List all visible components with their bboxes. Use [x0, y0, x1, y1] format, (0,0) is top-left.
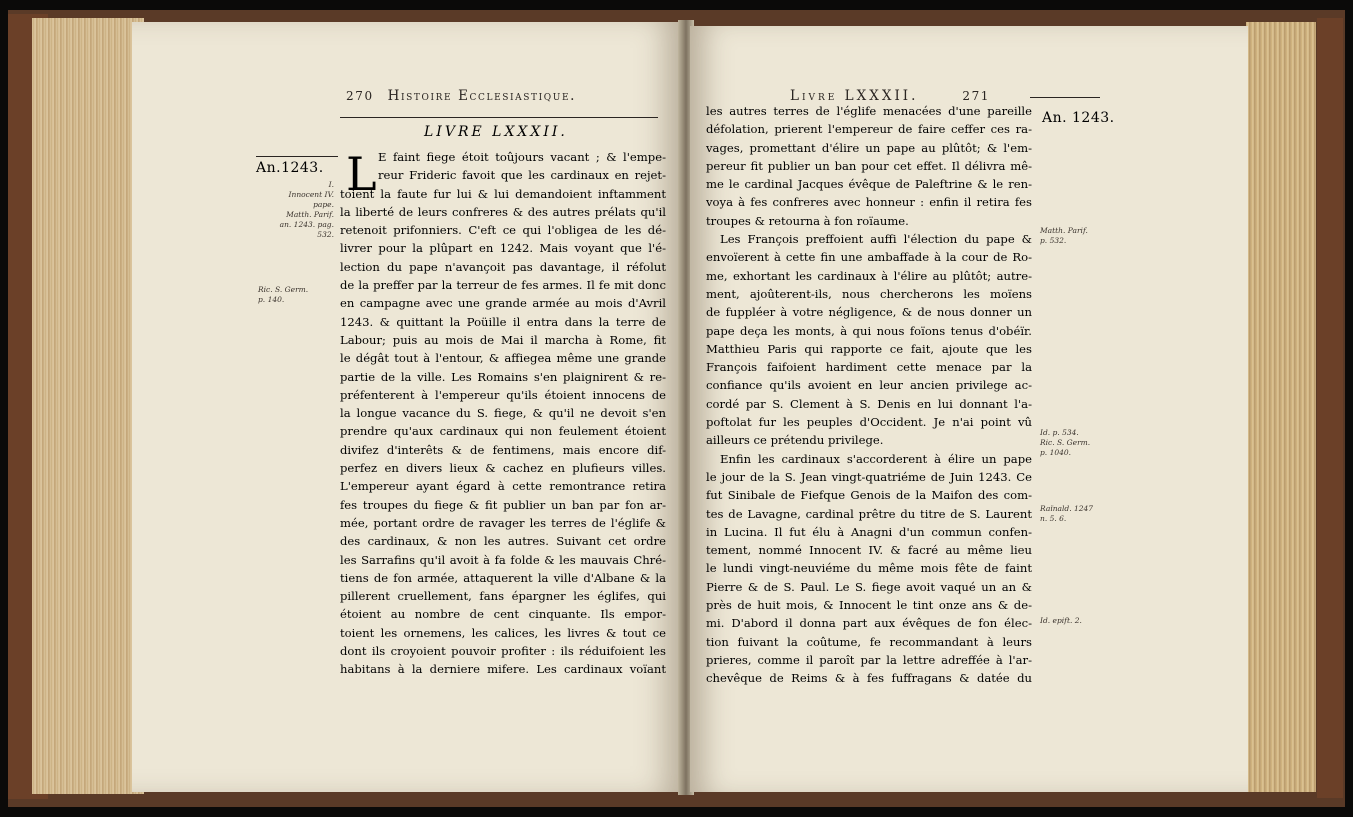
text-line: reur Frideric favoit que les cardinaux en rejet-	[378, 168, 666, 183]
text-line: tement, nommé Innocent IV. & facré au même lieu	[706, 543, 1032, 558]
text-line: lection du pape n'avançoit pas davantage, il réfolut	[340, 259, 666, 274]
margin-note-rainald	[1040, 504, 1112, 524]
text-line: fut Sinibale de Fiefque Genois de la Maifon des com-	[706, 488, 1032, 503]
text-line: des cardinaux, & non les autres. Suivant cet ordre	[340, 534, 666, 549]
text-line: fes troupes du fiege & fit publier un ban par fon ar-	[340, 497, 666, 512]
text-line: toient les ornemens, les calices, les livres & tout ce	[340, 625, 666, 640]
right-body-text	[706, 102, 1032, 688]
right-margin-year: An. 1243.	[1042, 110, 1115, 126]
drop-cap: L	[346, 147, 377, 201]
text-line: le lundi vingt-neuviéme du même mois fête de faint	[706, 561, 1032, 576]
margin-note-line: p. 532.	[1040, 236, 1067, 245]
text-line: tion fuivant la coûtume, fe recommandant à leurs	[706, 634, 1032, 649]
text-line: défolation, prierent l'empereur de faire ceffer ces ra-	[706, 122, 1032, 137]
margin-note-line: Innocent IV.	[288, 190, 334, 199]
text-line: les Sarrafins qu'il avoit à fa folde & les mauvais Chré-	[340, 552, 666, 567]
text-line: E faint fiege étoit toûjours vacant ; & l'empe-	[378, 150, 666, 164]
text-line: tes de Lavagne, cardinal prêtre du titre de S. Laurent	[706, 506, 1032, 521]
text-line: divifez d'interêts & de fentimens, mais encore dif-	[340, 442, 666, 457]
text-line: in Lucina. Il fut élu à Anagni d'un commun confen-	[706, 524, 1032, 539]
text-line: Labour; puis au mois de Mai il marcha à Rome, fit	[340, 332, 666, 347]
left-body-text	[340, 148, 666, 679]
margin-note-line: I.	[328, 180, 334, 189]
text-line: voya à fes confreres avec honneur : enfin il retira fes	[706, 195, 1032, 210]
margin-note-line: Raïnald. 1247	[1040, 504, 1094, 513]
margin-note-line: 532.	[317, 230, 334, 239]
margin-note-matth	[1040, 226, 1112, 246]
margin-note-line: Id. p. 534.	[1040, 428, 1079, 437]
text-line: Enfin les cardinaux s'accorderent à élire un pape	[720, 451, 1032, 466]
text-line: de la preffer par la terreur de fes armes. Il fe mit donc	[340, 278, 666, 293]
text-line: chevêque de Reims & à fes fuffragans & datée du	[706, 671, 1032, 686]
text-line: pape deça les monts, à qui nous foïons tenus d'obéïr.	[706, 323, 1032, 338]
text-line: préfenterent à l'empereur qu'ils étoient innocens de	[340, 387, 666, 402]
text-line: partie de la ville. Les Romains s'en plaignirent & re-	[340, 369, 666, 384]
text-line: vages, promettant d'élire un pape au plûtôt; & l'em-	[706, 140, 1032, 155]
right-page-number: 271	[962, 89, 991, 103]
margin-note-line: Matth. Parif.	[286, 210, 334, 219]
margin-note-line: pape.	[313, 200, 334, 209]
text-line: poftolat fur les peuples d'Occident. Je n'ai point vû	[706, 415, 1032, 430]
text-line: étoient au nombre de cent cinquante. Ils empor-	[340, 607, 666, 622]
text-line: pereur fit publier un ban pour cet effet. Il délivra mê-	[706, 158, 1032, 173]
margin-note-innocent	[258, 180, 334, 240]
left-page-number: 270	[346, 89, 374, 103]
book-title: LIVRE LXXXII.	[424, 124, 568, 140]
margin-note-line: p. 1040.	[1040, 448, 1072, 457]
text-line: perfez en divers lieux & cachez en plufieurs villes.	[340, 461, 666, 476]
text-line: près de huit mois, & Innocent le tint onze ans & de-	[706, 598, 1032, 613]
text-line: ment, ajoûterent-ils, nous chercherons les moïens	[706, 286, 1032, 301]
text-line: tiens de fon armée, attaquerent la ville d'Albane & la	[340, 570, 666, 585]
left-page-edges	[32, 18, 144, 794]
text-line: dont ils croyoient pouvoir profiter : ils réduifoient les	[340, 644, 666, 659]
text-line: me le cardinal Jacques évêque de Paleftrine & le ren-	[706, 177, 1032, 192]
text-line: pillerent cruellement, fans épargner les églifes, qui	[340, 589, 666, 604]
text-line: L'empereur ayant égard à cette remontrance retira	[340, 479, 666, 494]
margin-note-line: an. 1243. pag.	[279, 220, 334, 229]
text-line: envoïerent à cette fin une ambaffade à la cour de Ro-	[706, 250, 1032, 265]
text-line: ailleurs ce prétendu privilege.	[706, 433, 884, 448]
right-page-edges	[1246, 22, 1316, 792]
right-margin-rule	[1030, 97, 1100, 98]
margin-note-epist	[1040, 616, 1112, 626]
text-line: mée, portant ordre de ravager les terres de l'églife &	[340, 515, 666, 530]
left-margin-rule	[256, 156, 338, 157]
text-line: de fuppléer à votre négligence, & de nous donner un	[706, 305, 1032, 320]
left-header-rule	[340, 117, 658, 118]
text-line: Pierre & de S. Paul. Le S. fiege avoit vaqué un an &	[706, 579, 1032, 594]
text-line: en campagne avec une grande armée au mois d'Avril	[340, 296, 666, 311]
margin-note-line: Ric. S. Germ.	[1040, 438, 1091, 447]
text-line: Les François preffoient auffi l'élection du pape &	[720, 232, 1032, 247]
text-line: troupes & retourna à fon roïaume.	[706, 213, 909, 228]
margin-note-line: p. 140.	[258, 295, 285, 304]
text-line: la longue vacance du S. fiege, & qu'il ne devoit s'en	[340, 406, 666, 421]
text-line: confiance qu'ils avoient en leur ancien privilege ac-	[706, 378, 1032, 393]
text-line: 1243. & quittant la Poüille il entra dans la terre de	[340, 314, 666, 329]
text-line: retenoit prifonniers. C'eft ce qui l'obligea de les dé-	[340, 223, 666, 238]
text-line: livrer pour la plûpart en 1242. Mais voyant que l'é-	[340, 241, 666, 256]
text-line: les autres terres de l'églife menacées d'une pareille	[706, 104, 1032, 118]
text-line: le dégât tout à l'entour, & affiegea même une grande	[340, 351, 666, 366]
text-line: mi. D'abord il donna part aux évêques de fon élec-	[706, 616, 1032, 631]
text-line: toient la faute fur lui & lui demandoient inftamment	[340, 186, 666, 201]
margin-note-line: Ric. S. Germ.	[258, 285, 309, 294]
text-line: le jour de la S. Jean vingt-quatriéme de Juin 1243. Ce	[706, 469, 1032, 484]
text-line: Matthieu Paris qui rapporte ce fait, ajoute que les	[706, 341, 1032, 356]
margin-note-line: Id. epift. 2.	[1040, 616, 1082, 625]
margin-note-id	[1040, 428, 1112, 458]
text-line: me, exhortant les cardinaux à l'élire au plûtôt; autre-	[706, 268, 1032, 283]
left-running-head	[346, 88, 576, 104]
margin-note-line: n. 5. 6.	[1040, 514, 1067, 523]
right-header-title: Livre LXXXII.	[790, 88, 919, 104]
text-line: prieres, comme il paroît par la lettre adreffée à l'ar-	[706, 652, 1032, 667]
text-line: habitans à la derniere mifere. Les cardinaux voïant	[340, 662, 666, 677]
text-line: François faifoient hardiment cette menace par la	[706, 360, 1032, 375]
margin-note-ric	[258, 285, 334, 305]
text-line: prendre qu'aux cardinaux qui non feulement étoient	[340, 424, 666, 439]
left-header-title: Histoire Ecclesiastique.	[387, 88, 577, 104]
text-line: cordé par S. Clement à S. Denis en lui donnant l'a-	[706, 396, 1032, 411]
left-margin-year: An.1243.	[256, 160, 324, 176]
text-line: la liberté de leurs confreres & des autres prélats qu'il	[340, 204, 666, 219]
margin-note-line: Matth. Parif.	[1040, 226, 1088, 235]
right-cover-board	[1317, 18, 1343, 798]
